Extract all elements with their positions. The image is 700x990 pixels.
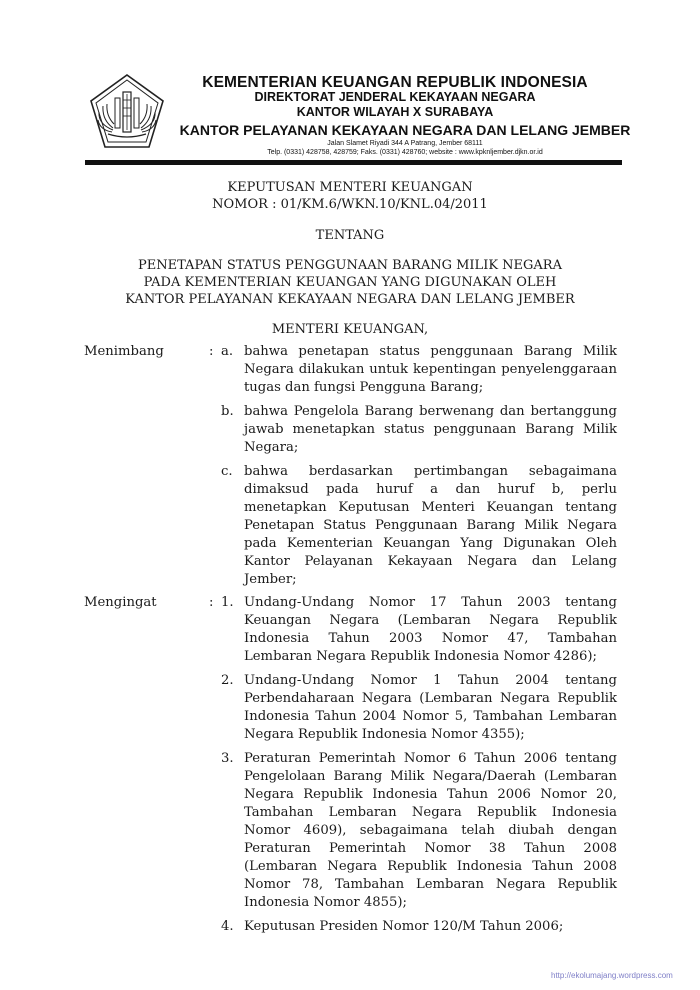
letterhead-regional-office: KANTOR WILAYAH X SURABAYA xyxy=(296,105,494,119)
text-line: Perbendaharaan Negara (Lembaran Negara Republik xyxy=(244,691,617,706)
text-line: Negara Republik Indonesia Nomor 4355); xyxy=(244,727,525,742)
decree-title: KEPUTUSAN MENTERI KEUANGAN xyxy=(227,180,473,195)
text-line: menetapkan Keputusan Menteri Keuangan tentang xyxy=(244,500,617,515)
text-line: Nomor 4609), sebagaimana telah diubah dengan xyxy=(244,823,617,838)
text-line: tugas dan fungsi Pengguna Barang; xyxy=(244,380,484,395)
decree-issuer: MENTERI KEUANGAN, xyxy=(271,322,429,337)
text-line: dimaksud pada huruf a dan huruf b, perlu xyxy=(244,482,617,497)
decree-about: TENTANG xyxy=(315,228,385,243)
text-line: pada Kementerian Keuangan Yang Digunakan Oleh xyxy=(244,536,617,551)
list-marker: c. xyxy=(221,464,233,479)
text-line: Indonesia Tahun 2003 Nomor 47, Tambahan xyxy=(244,631,617,646)
decree-subject-line: KANTOR PELAYANAN KEKAYAAN NEGARA DAN LELANG JEMBER xyxy=(125,292,575,307)
text-line: Indonesia Tahun 2004 Nomor 5, Tambahan Lembaran xyxy=(244,709,617,724)
letterhead-divider xyxy=(85,160,622,165)
text-line: Indonesia Nomor 4855); xyxy=(244,895,407,910)
text-line: Undang-Undang Nomor 17 Tahun 2003 tentang xyxy=(244,595,617,610)
section-colon: : xyxy=(209,344,214,359)
section-label: Menimbang xyxy=(84,344,164,359)
list-item-text xyxy=(244,594,617,666)
ministry-emblem-icon xyxy=(88,72,166,150)
source-link[interactable]: http://ekolumajang.wordpress.com xyxy=(551,971,673,980)
list-marker: 2. xyxy=(221,673,234,688)
text-line: Jember; xyxy=(244,572,297,587)
list-item-text xyxy=(244,918,617,936)
text-line: (Lembaran Negara Republik Indonesia Tahun 2008 xyxy=(244,859,617,874)
text-line: Negara; xyxy=(244,440,299,455)
letterhead-ministry: KEMENTERIAN KEUANGAN REPUBLIK INDONESIA xyxy=(202,74,588,91)
letterhead-office: KANTOR PELAYANAN KEKAYAAN NEGARA DAN LELANG JEMBER xyxy=(179,122,631,138)
text-line: Lembaran Negara Republik Indonesia Nomor 4286); xyxy=(244,649,597,664)
list-marker: 4. xyxy=(221,919,234,934)
list-marker: b. xyxy=(221,404,234,419)
text-line: jawab menetapkan status penggunaan Barang Milik xyxy=(244,422,617,437)
text-line: Undang-Undang Nomor 1 Tahun 2004 tentang xyxy=(244,673,617,688)
text-line: Negara Republik Indonesia Tahun 2006 Nomor 20, xyxy=(244,787,617,802)
list-item-text xyxy=(244,463,617,589)
decree-subject-line: PADA KEMENTERIAN KEUANGAN YANG DIGUNAKAN OLEH xyxy=(143,275,557,290)
text-line: Penetapan Status Penggunaan Barang Milik Negara xyxy=(244,518,617,533)
text-line: Peraturan Pemerintah Nomor 6 Tahun 2006 tentang xyxy=(244,751,617,766)
list-item-text xyxy=(244,343,617,397)
list-marker: 3. xyxy=(221,751,234,766)
list-item-text xyxy=(244,403,617,457)
section-label: Mengingat xyxy=(84,595,157,610)
text-line: bahwa penetapan status penggunaan Barang Milik xyxy=(244,344,617,359)
text-line: Keputusan Presiden Nomor 120/M Tahun 2006; xyxy=(244,919,564,934)
letterhead-directorate: DIREKTORAT JENDERAL KEKAYAAN NEGARA xyxy=(254,90,536,104)
text-line: Kantor Pelayanan Kekayaan Negara dan Lelang xyxy=(244,554,617,569)
list-item-text xyxy=(244,672,617,744)
text-line: Negara dilakukan untuk kepentingan penyelenggaraan xyxy=(244,362,617,377)
section-colon: : xyxy=(209,595,214,610)
text-line: Nomor 78, Tambahan Lembaran Negara Republik xyxy=(244,877,617,892)
list-item-text xyxy=(244,750,617,912)
text-line: bahwa Pengelola Barang berwenang dan bertanggung xyxy=(244,404,617,419)
decree-number: NOMOR : 01/KM.6/WKN.10/KNL.04/2011 xyxy=(212,197,488,212)
text-line: Peraturan Pemerintah Nomor 38 Tahun 2008 xyxy=(244,841,617,856)
list-marker: 1. xyxy=(221,595,234,610)
text-line: Keuangan Negara (Lembaran Negara Republik xyxy=(244,613,617,628)
text-line: Pengelolaan Barang Milik Negara/Daerah (Lembaran xyxy=(244,769,617,784)
decree-subject-line: PENETAPAN STATUS PENGGUNAAN BARANG MILIK NEGARA xyxy=(138,258,562,273)
text-line: Tambahan Lembaran Negara Republik Indonesia xyxy=(244,805,617,820)
text-line: bahwa berdasarkan pertimbangan sebagaimana xyxy=(244,464,617,479)
list-marker: a. xyxy=(221,344,234,359)
letterhead-contact: Telp. (0331) 428758, 428759; Faks. (0331) 428760; website : www.kpknljember.djkn.or.id xyxy=(267,149,543,156)
letterhead-address: Jalan Slamet Riyadi 344 A Patrang, Jember 68111 xyxy=(327,140,483,147)
